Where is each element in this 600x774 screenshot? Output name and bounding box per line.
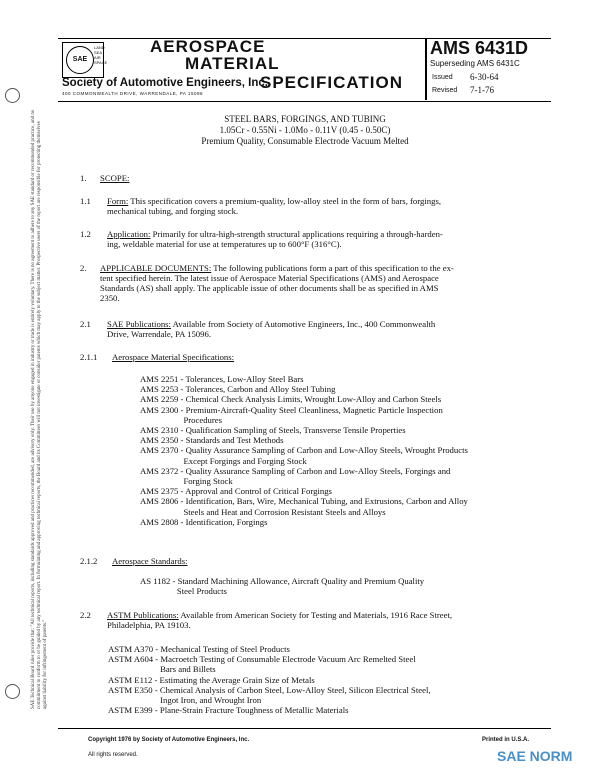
sec11-line2: mechanical tubing, and forging stock. [107,206,239,216]
sec2-line1: APPLICABLE DOCUMENTS: The following publications form a part of this specification to the ex- [100,263,454,273]
header-divider [425,38,427,100]
sec12-line2: ing, weldable material for use at temperatures up to 600°F (316°C). [107,239,342,249]
sec2-line2: tent specified herein. The latest issue of Aerospace Material Specifications (AMS) and Aerospace [100,273,439,283]
list-item: ASTM E399 - Plane-Strain Fracture Toughness of Metallic Materials [108,705,349,716]
society-address: 400 COMMONWEALTH DRIVE, WARRENDALE, PA 15096 [62,91,203,96]
sec22-line1: ASTM Publications: Available from American Society for Testing and Materials, 1916 Race Street, [107,610,453,620]
side-legal-text: SAE Technical Board rules provide that: "All technical reports, including standards approved and practices recommended, are advisory only. Their use by anyone engaged in industry or trade is entirely voluntary. There is no agreement to adhere to any SAE standard or recommended practice, and no commitment to conform to or be guided by any technical report. In formulating and approving technical reports, the Board and its Committees will not investigate or consider patents which may apply to the subject matter. Prospective users of the report are responsible for protecting themselves against liability for infringement of patents." [31,109,48,709]
sae-logo [62,42,108,78]
sec12-num: 1.2 [80,229,91,239]
list-item: Procedures [140,414,223,425]
list-item: AMS 2350 - Standards and Test Methods [140,435,284,446]
list-item: AMS 2300 - Premium-Aircraft-Quality Steel Cleanliness, Magnetic Particle Inspection [140,404,443,415]
sec2-line3: Standards (AS) shall apply. The applicable issue of other documents shall be as specified in AMS [100,283,439,293]
issued-date: 6-30-64 [470,72,499,82]
title-aerospace: AEROSPACE [150,37,266,56]
sec21-line1: SAE Publications: Available from Society of Automotive Engineers, Inc., 400 Commonwealth [107,319,436,329]
list-item: AMS 2253 - Tolerances, Carbon and Alloy Steel Tubing [140,384,336,395]
ams-list [140,374,468,527]
list-item: Ingot Iron, and Wrought Iron [108,695,262,706]
sec212-num: 2.1.2 [80,556,98,566]
sec11-num: 1.1 [80,196,91,206]
punch-hole-top [5,88,20,103]
sec1-head: SCOPE: [100,173,130,183]
printed-in: Printed in U.S.A. [482,737,530,743]
list-item: AMS 2806 - Identification, Bars, Wire, Mechanical Tubing, and Extrusions, Carbon and Alloy [140,496,468,507]
superseding: Superseding AMS 6431C [430,59,520,68]
sec12-line1: Application: Primarily for ultra-high-strength structural applications requiring a through-harden- [107,229,443,239]
footer-rule [58,728,551,729]
spec-title-1: STEEL BARS, FORGINGS, AND TUBING [224,114,386,124]
sec22-num: 2.2 [80,610,91,620]
list-item: AMS 2370 - Quality Assurance Sampling of Carbon and Low-Alloy Steels, Wrought Products [140,445,468,456]
list-item: AMS 2375 - Approval and Control of Critical Forgings [140,486,332,497]
title-material: MATERIAL [185,54,280,73]
list-item: AMS 2808 - Identification, Forgings [140,516,268,527]
list-item: Steels and Heat and Corrosion Resistant Steels and Alloys [140,506,386,517]
sec2-num: 2. [80,263,87,273]
spec-title-2: 1.05Cr - 0.55Ni - 1.0Mo - 0.11V (0.45 - 0.50C) [219,125,391,135]
list-item: ASTM E350 - Chemical Analysis of Carbon Steel, Low-Alloy Steel, Silicon Electrical Steel, [108,684,431,695]
copyright: Copyright 1976 by Society of Automotive Engineers, Inc. [88,737,250,743]
as-list [140,576,424,596]
punch-hole-bottom [5,684,20,699]
sec1-num: 1. [80,173,87,183]
sec21-line2: Drive, Warrendale, PA 15096. [107,329,212,339]
list-item: Bars and Billets [108,664,216,675]
list-item: AMS 2251 - Tolerances, Low-Alloy Steel Bars [140,374,304,384]
list-item: AMS 2372 - Quality Assurance Sampling of Carbon and Low-Alloy Steels, Forgings and [140,465,451,476]
list-item: ASTM A370 - Mechanical Testing of Steel Products [108,644,290,654]
society-name: Society of Automotive Engineers, Inc. [62,77,268,89]
list-item: ASTM A604 - Macroetch Testing of Consumable Electrode Vacuum Arc Remelted Steel [108,654,416,665]
spec-title-3: Premium Quality, Consumable Electrode Vacuum Melted [201,136,409,146]
list-item: Steel Products [140,586,227,597]
list-item: AMS 2259 - Chemical Check Analysis Limits, Wrought Low-Alloy and Carbon Steels [140,394,442,405]
sec211-num: 2.1.1 [80,352,98,362]
list-item: Except Forgings and Forging Stock [140,455,307,466]
astm-list [108,644,431,715]
side-legal-note [0,100,48,709]
sec22-line2: Philadelphia, PA 19103. [107,620,191,630]
revised-date: 7-1-76 [470,85,494,95]
list-item: ASTM E112 - Estimating the Average Grain Size of Metals [108,674,315,685]
all-rights: All rights reserved. [88,752,138,758]
list-item: AS 1182 - Standard Machining Allowance, Aircraft Quality and Premium Quality [140,576,425,586]
issued-label: Issued [432,74,453,81]
sec2-line4: 2350. [100,293,120,303]
sae-logo-mark: SAE [66,46,94,74]
revised-label: Revised [432,87,458,94]
doc-number: AMS 6431D [430,38,529,58]
title-specification: SPECIFICATION [260,73,404,92]
sec11-line1: Form: This specification covers a premium-quality, low-alloy steel in the form of bars, forgings, [107,196,442,206]
sec212-head: Aerospace Standards: [112,556,188,566]
sec211-head: Aerospace Material Specifications: [112,352,235,362]
list-item: Forging Stock [140,476,233,487]
list-item: AMS 2310 - Qualification Sampling of Steels, Transverse Tensile Properties [140,425,406,436]
sae-norm-watermark: SAE NORM [497,748,573,764]
sae-logo-side-text: LAND SEA AIR SPACE [94,45,108,65]
sec21-num: 2.1 [80,319,91,329]
